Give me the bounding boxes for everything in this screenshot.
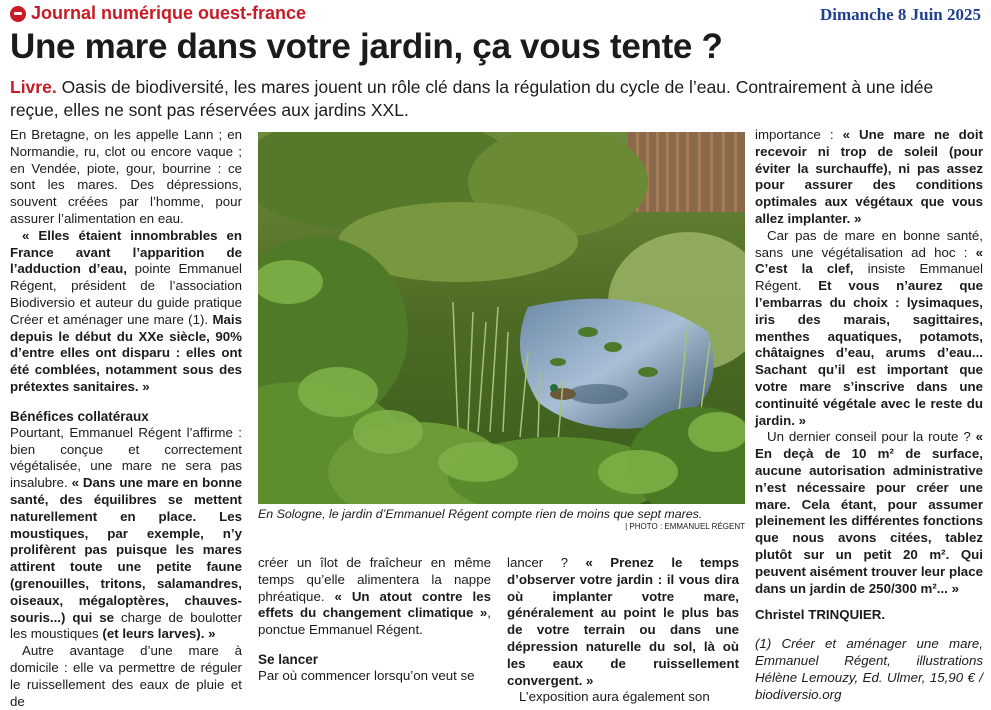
column-3 [507,555,739,706]
subheading-se-lancer: Se lancer [258,651,319,667]
col4-paragraph-2: Car pas de mare en bonne santé, sans une végétalisation ad hoc : « C’est la clef, insiste Emmanuel Régent. Et vous n’aurez que l’embarras du choix : lysimaques, iris des marais, sagittaires, menthes aquatiques, potamots, châtaignes d’eau, arums d’eau... Sachant qu’il est important que votre mare s’inscrive dans une continuité végétale avec le reste du jardin. » [755,227,983,428]
col1-paragraph-3: Pourtant, Emmanuel Régent l’affirme : bien conçue et correctement végétalisée, une mare ne sera pas insalubre. « Dans une mare en bonne santé, des équilibres se mettent naturellement en place. Les moustiques, par exemple, n’y prolifèrent pas puisque les mares attirent toute une petite faune (grenouilles, tritons, salamandres, oiseaux, mégaloptères, chauves-souris...) qui se charge de boulotter les moustiques (et leurs larves). » [10,424,242,642]
article-lead [10,76,985,122]
ouest-france-logo-icon [10,6,26,22]
col3-paragraph-1: lancer ? « Prenez le temps d’observer votre jardin : il vous dira où implanter votre mare, généralement au point le plus bas de votre terrain ou dans une dépression naturelle du sol, là où les eaux de ruissellement convergent. » [507,555,739,688]
lead-tag: Livre. [10,77,57,97]
col3-paragraph-2: L’exposition aura également son [519,689,710,705]
col2-paragraph-2: Par où commencer lorsqu’on veut se [258,667,475,683]
col1-paragraph-4: Autre avantage d’une mare à domicile : elle va permettre de réguler le ruissellement des eaux de pluie et de [10,643,242,709]
masthead-title: Journal numérique ouest-france [31,3,307,23]
col2-paragraph-1: créer un îlot de fraîcheur en même temps qu’elle alimentera la nappe phréatique. « Un atout contre les effets du changement climatique », ponctue Emmanuel Régent. [258,555,491,638]
article-headline: Une mare dans votre jardin, ça vous tente ? [10,27,723,66]
col1-paragraph-1: En Bretagne, on les appelle Lann ; en Normandie, ru, clot ou encore vaque ; en Vendée, piote, gour, bourrine : ce sont les mares. Des dépressions, souvent créées par l’homme, pour assurer l’alimentation en eau. [10,127,242,226]
masthead [10,3,306,24]
article-photo [258,132,745,504]
lead-text: Oasis de biodiversité, les mares jouent un rôle clé dans la régulation du cycle de l’eau. Contrairement à une idée reçue, elles ne sont pas réservées aux jardins XXL. [10,77,934,120]
col4-paragraph-3: Un dernier conseil pour la route ? « En deçà de 10 m² de surface, aucune autorisation administrative n’est nécessaire pour créer une mare. Cela étant, pour assumer pleinement les différentes fonctions que nous avons citées, tablez plutôt sur un petit 20 m². Qui peuvent aisément trouver leur place dans un jardin de 250/300 m²... » [755,429,983,596]
photo-caption-block [258,506,745,532]
footnote: (1) Créer et aménager une mare, Emmanuel Régent, illustrations Hélène Lemouzy, Ed. Ulmer, 15,90 € / biodiversio.org [755,636,983,702]
col4-paragraph-1: importance : « Une mare ne doit recevoir ni trop de soleil (pour éviter la surchauffe), ni pas assez pour assurer des conditions optimales aux végétaux que vous allez implanter. » [755,127,983,226]
photo-credit: | PHOTO : EMMANUEL RÉGENT [625,522,745,531]
col1-paragraph-2: « Elles étaient innombrables en France avant l’apparition de l’adduction d’eau, pointe Emmanuel Régent, président de l’association Biodiversio et auteur du guide pratique Créer et aménager une mare (1). Mais depuis le début du XXe siècle, 90% d’entre elles ont disparu : elles ont été comblées, notamment sous des prétextes sanitaires. » [10,227,242,394]
author-signature: Christel TRINQUIER. [755,607,886,623]
publication-date: Dimanche 8 Juin 2025 [819,5,981,24]
column-2 [258,555,491,685]
photo-caption: En Sologne, le jardin d’Emmanuel Régent compte rien de moins que sept mares. [258,507,703,521]
column-4 [755,127,983,703]
garden-pond-image [258,132,745,504]
subheading-benefices: Bénéfices collatéraux [10,408,149,424]
column-1 [10,127,242,710]
